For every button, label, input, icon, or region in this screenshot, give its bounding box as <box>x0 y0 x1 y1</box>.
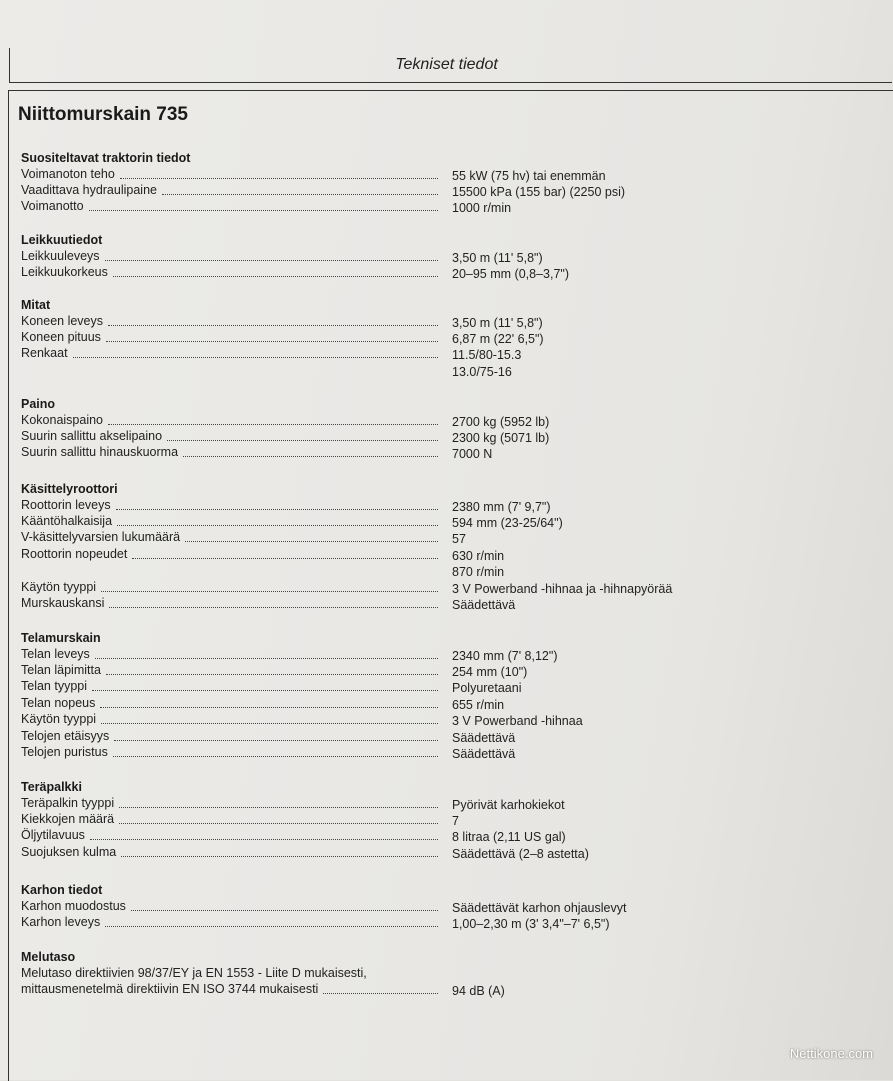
dotted-leader <box>167 440 438 441</box>
section-title: Paino <box>21 397 56 411</box>
section-title: Melutaso <box>21 950 76 964</box>
spec-label: Telan leveys <box>21 646 90 661</box>
spec-label: Karhon leveys <box>21 914 101 929</box>
spec-value: 254 mm (10") <box>452 664 528 679</box>
spec-value: 6,87 m (22' 6,5") <box>452 331 544 346</box>
spec-value: 8 litraa (2,11 US gal) <box>452 830 566 845</box>
spec-value: 1,00–2,30 m (3' 3,4"–7' 6,5") <box>452 916 610 931</box>
spec-value: 3 V Powerband -hihnaa <box>452 714 583 729</box>
spec-value: 3 V Powerband -hihnaa ja -hihnapyörää <box>452 581 673 596</box>
spec-value: Säädettävä <box>452 746 516 761</box>
dotted-leader <box>116 509 438 510</box>
spec-value: 55 kW (75 hv) tai enemmän <box>452 168 606 183</box>
dotted-leader <box>95 658 438 659</box>
dotted-leader <box>73 357 438 358</box>
section-title: Karhon tiedot <box>21 883 103 897</box>
spec-value: 655 r/min <box>452 697 505 712</box>
spec-label: V-käsittelyvarsien lukumäärä <box>21 530 181 545</box>
section-title: Teräpalkki <box>21 780 82 794</box>
spec-value: 11.5/80-15.3 <box>452 348 522 363</box>
spec-value: 20–95 mm (0,8–3,7") <box>452 266 569 281</box>
dotted-leader <box>101 591 438 592</box>
spec-label: Roottorin nopeudet <box>21 546 128 561</box>
spec-label: Kiekkojen määrä <box>21 811 115 826</box>
spec-value: 2380 mm (7' 9,7") <box>452 499 551 514</box>
spec-label: Voimanoton teho <box>21 166 115 181</box>
spec-label: Melutaso direktiivien 98/37/EY ja EN 1553 - Liite D mukaisesti, <box>21 965 367 980</box>
spec-label: Telojen etäisyys <box>21 728 110 743</box>
spec-label: mittausmenetelmä direktiivin EN ISO 3744 mukaisesti <box>21 981 319 996</box>
spec-value: Säädettävä (2–8 astetta) <box>452 846 589 861</box>
spec-value: 870 r/min <box>452 565 505 580</box>
dotted-leader <box>120 178 438 179</box>
spec-value: Säädettävä <box>452 597 516 612</box>
spec-value: 630 r/min <box>452 548 505 563</box>
spec-value: 1000 r/min <box>452 201 512 216</box>
dotted-leader <box>114 740 438 741</box>
spec-label: Telan läpimitta <box>21 662 101 677</box>
spec-label: Teräpalkin tyyppi <box>21 795 115 810</box>
spec-label: Suurin sallittu akselipaino <box>21 428 163 443</box>
dotted-leader <box>89 210 438 211</box>
dotted-leader <box>113 276 438 277</box>
section-title: Telamurskain <box>21 631 101 645</box>
spec-label: Karhon muodostus <box>21 898 126 913</box>
dotted-leader <box>100 707 438 708</box>
dotted-leader <box>105 260 438 261</box>
spec-label: Telan tyyppi <box>21 679 88 694</box>
spec-label: Käytön tyyppi <box>21 579 97 594</box>
dotted-leader <box>108 424 438 425</box>
spec-value: Pyörivät karhokiekot <box>452 797 565 812</box>
spec-value: 3,50 m (11' 5,8") <box>452 250 543 265</box>
dotted-leader <box>162 194 438 195</box>
spec-value: 3,50 m (11' 5,8") <box>452 315 543 330</box>
spec-label: Leikkuukorkeus <box>21 264 108 279</box>
spec-label: Murskauskansi <box>21 595 105 610</box>
spec-label: Koneen pituus <box>21 329 101 344</box>
dotted-leader <box>131 910 438 911</box>
spec-label: Kääntöhalkaisija <box>21 513 113 528</box>
document-title: Niittomurskain 735 <box>18 104 188 125</box>
spec-label: Telojen puristus <box>21 744 108 759</box>
spec-label: Koneen leveys <box>21 313 104 328</box>
spec-label: Öljytilavuus <box>21 828 85 843</box>
dotted-leader <box>119 823 438 824</box>
dotted-leader <box>183 456 438 457</box>
content-frame <box>8 90 893 1081</box>
section-title: Käsittelyroottori <box>21 482 118 496</box>
spec-label: Leikkuuleveys <box>21 248 100 263</box>
spec-label: Käytön tyyppi <box>21 712 97 727</box>
spec-label: Vaadittava hydraulipaine <box>21 182 157 197</box>
spec-label: Roottorin leveys <box>21 497 111 512</box>
dotted-leader <box>109 607 438 608</box>
section-title: Suositeltavat traktorin tiedot <box>21 151 191 165</box>
spec-label: Voimanotto <box>21 199 84 214</box>
section-title: Mitat <box>21 298 51 312</box>
dotted-leader <box>323 993 438 994</box>
dotted-leader <box>92 690 438 691</box>
spec-value: 15500 kPa (155 bar) (2250 psi) <box>452 184 626 199</box>
dotted-leader <box>132 558 438 559</box>
dotted-leader <box>121 856 438 857</box>
spec-label: Suurin sallittu hinauskuorma <box>21 445 179 460</box>
dotted-leader <box>101 723 438 724</box>
dotted-leader <box>108 325 438 326</box>
spec-value: 7000 N <box>452 447 493 462</box>
dotted-leader <box>117 525 438 526</box>
spec-label: Suojuksen kulma <box>21 844 117 859</box>
page-header-title: Tekniset tiedot <box>395 56 498 73</box>
spec-value: 7 <box>452 813 459 828</box>
spec-label: Kokonaispaino <box>21 412 104 427</box>
spec-value: 13.0/75-16 <box>452 364 512 379</box>
spec-value: 2340 mm (7' 8,12") <box>452 648 558 663</box>
spec-value: 57 <box>452 532 466 547</box>
dotted-leader <box>105 926 438 927</box>
spec-value: Säädettävät karhon ohjauslevyt <box>452 900 627 915</box>
dotted-leader <box>106 674 438 675</box>
dotted-leader <box>119 807 438 808</box>
dotted-leader <box>106 341 438 342</box>
spec-value: 94 dB (A) <box>452 983 505 998</box>
spec-value: 594 mm (23-25/64") <box>452 515 563 530</box>
watermark-text: Nettikone.com <box>789 1046 873 1061</box>
spec-value: 2300 kg (5071 lb) <box>452 430 550 445</box>
dotted-leader <box>90 839 438 840</box>
spec-label: Renkaat <box>21 346 68 361</box>
section-title: Leikkuutiedot <box>21 233 103 247</box>
spec-value: Säädettävä <box>452 730 516 745</box>
dotted-leader <box>185 541 438 542</box>
spec-value: Polyuretaani <box>452 681 522 696</box>
dotted-leader <box>113 756 438 757</box>
spec-value: 2700 kg (5952 lb) <box>452 414 550 429</box>
spec-label: Telan nopeus <box>21 695 96 710</box>
